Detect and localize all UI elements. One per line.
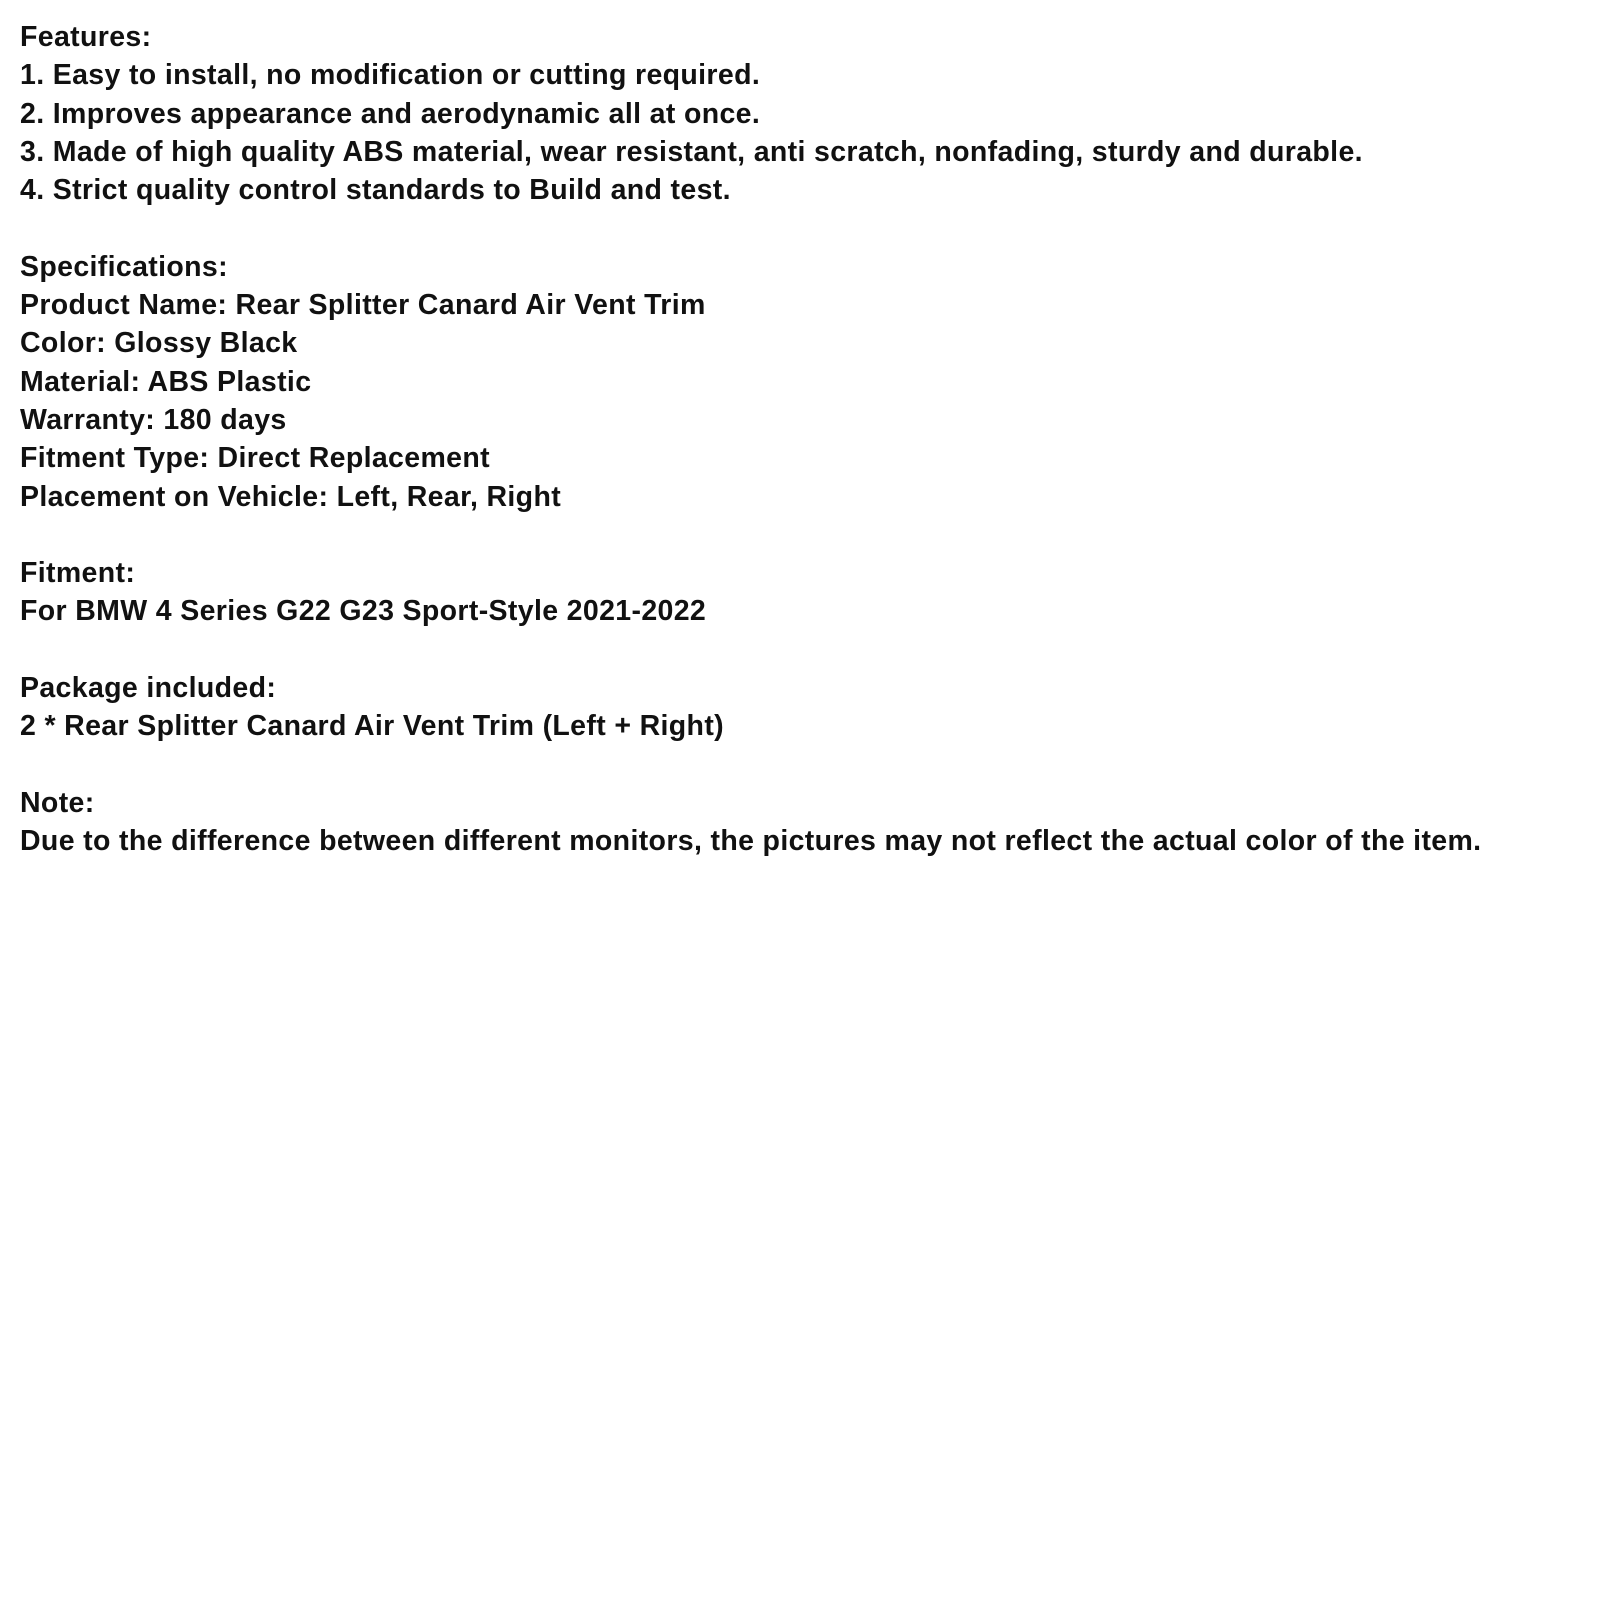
spec-color: Color: Glossy Black: [20, 327, 298, 360]
feature-item: 4. Strict quality control standards to Build and test.: [20, 174, 731, 207]
section-spacer: [20, 516, 1570, 554]
spec-warranty: Warranty: 180 days: [20, 403, 287, 436]
fitment-heading: Fitment:: [20, 557, 136, 590]
section-spacer: [20, 631, 1570, 669]
feature-item: 3. Made of high quality ABS material, wear resistant, anti scratch, nonfading, sturdy and durable.: [20, 135, 1363, 168]
specifications-heading: Specifications:: [20, 250, 228, 283]
spec-placement: Placement on Vehicle: Left, Rear, Right: [20, 480, 562, 513]
note-heading: Note:: [20, 786, 95, 819]
spec-fitment-type: Fitment Type: Direct Replacement: [20, 442, 490, 475]
fitment-text: For BMW 4 Series G22 G23 Sport-Style 2021-2022: [20, 595, 707, 628]
feature-item: 1. Easy to install, no modification or cutting required.: [20, 59, 761, 92]
package-heading: Package included:: [20, 672, 277, 705]
section-spacer: [20, 209, 1570, 247]
fitment-section: [20, 554, 1570, 631]
spec-material: Material: ABS Plastic: [20, 365, 312, 398]
features-section: [20, 18, 1570, 209]
note-section: [20, 784, 1570, 861]
features-heading: Features:: [20, 21, 152, 53]
feature-item: 2. Improves appearance and aerodynamic all at once.: [20, 97, 761, 130]
specifications-section: [20, 248, 1570, 516]
package-section: [20, 669, 1570, 746]
section-spacer: [20, 746, 1570, 784]
spec-product-name: Product Name: Rear Splitter Canard Air Vent Trim: [20, 289, 706, 322]
product-description: [20, 18, 1570, 861]
package-text: 2 * Rear Splitter Canard Air Vent Trim (Left + Right): [20, 710, 724, 743]
note-text: Due to the difference between different monitors, the pictures may not reflect the actual color of the item.: [20, 825, 1482, 858]
